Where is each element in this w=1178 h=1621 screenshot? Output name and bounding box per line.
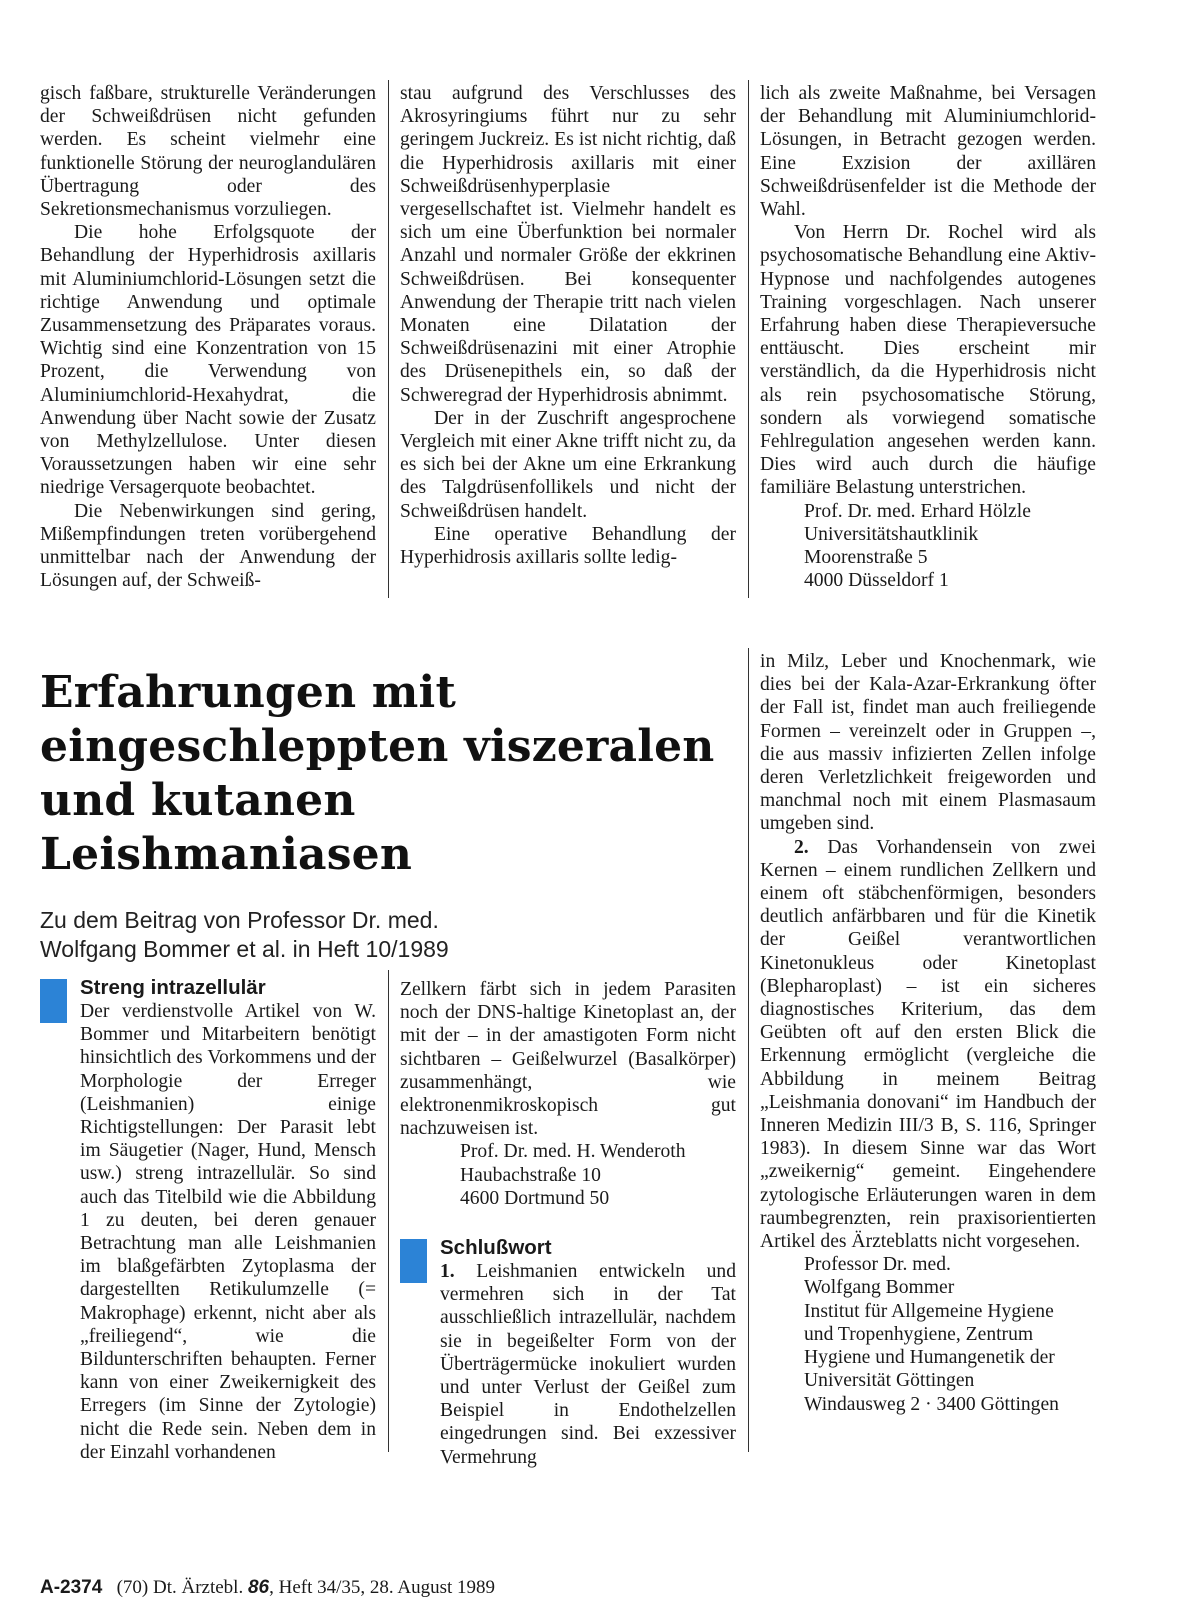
signature-line: Wolfgang Bommer [804,1277,955,1299]
paragraph-text: Das Vorhandensein von zwei Kernen – einem rundlichen Zellkern und einem oft stäbchenförmigen, besonders deutlich anfärbbaren und für die Kinetik der Geißel verantwortlichen Kinetonukleus oder Kinetoplast (Blepharoplast) – ist ein sicheres diagnostisches Kriterium, das dem Geübten oft auf den ersten Blick die Erkennung ermöglicht (vergleiche die Abbildung in meinem Beitrag „Leishmania donovani“ im Handbuch der Inneren Medizin III/3 B, S. 116, Springer 1983). In diesem Sinne war das Wort „zweikernig“ gemeint. Eingehendere zytologische Erläuterungen waren in dem raumbegrenzten, rein praxisorientierten Artikel des Ärzteblatts nicht vorgesehen. [760,836,1097,1253]
journal-volume: 86 [247,1577,270,1598]
paragraph-text: Leishmanien entwickeln und vermehren sich in der Tat ausschließlich intrazellulär, nachdem sie in begeißelter Form von der Überträgermücke inokuliert wurden und unter Verlust der Geißel zum Beispiel in Endothelzellen eingedrungen sind. Bei exzessiver Vermehrung [440,1261,736,1468]
column-divider [388,970,389,1452]
signature-line: Universitätshautklinik [804,523,979,545]
paragraph: in Milz, Leber und Knochenmark, wie dies bei der Kala-Azar-Erkrankung öfter der Fall ist, findet man auch freiliegende Formen – vereinzelt oder in Gruppen –, die aus massiv infizierten Zellen infolge deren Verletzlichkeit freigeworden und manchmal noch mit einem Plasmasaum umgeben sind. [760,651,1096,835]
section-heading-text: Streng intrazellulär [80,976,266,999]
paragraph [760,836,1096,1254]
article-column-3 [760,650,1096,1416]
column-divider [388,80,389,598]
paragraph: Die hohe Erfolgsquote der Behandlung der Hyperhidrosis axillaris mit Aluminiumchlorid-Lösungen setzt die richtige Anwendung und optimale Zusammensetzung des Präparates voraus. Wichtig sind eine Konzentration von 15 Prozent, die Verwendung von Aluminiumchlorid-Hexahydrat, die Anwendung über Nacht sowie der Zusatz von Methylzellulose. Unter diesen Voraussetzungen haben wir eine sehr niedrige Versagerquote beobachtet. [40,222,376,499]
subtitle-line: Wolfgang Bommer et al. in Heft 10/1989 [40,936,449,962]
subtitle-line: Zu dem Beitrag von Professor Dr. med. [40,907,439,933]
article-column-1 [40,976,376,1464]
section-heading-text: Schlußwort [440,1236,552,1260]
paragraph-number: 1. [440,1261,455,1283]
signature-line: Windausweg 2 · 3400 Göttingen [804,1393,1059,1415]
paragraph: lich als zweite Maßnahme, bei Versagen der Behandlung mit Aluminiumchlorid-Lösungen, in Betracht gezogen werden. Eine Exzision der axillären Schweißdrüsenfelder ist die Methode der Wahl. [760,83,1096,221]
top-column-3 [760,82,1096,592]
page-footer [40,1577,495,1599]
column-divider [748,648,749,1452]
paragraph: stau aufgrund des Verschlusses des Akrosyringiums führt nur zu sehr geringem Juckreiz. Es ist nicht richtig, daß die Hyperhidrosis axillaris mit einer Schweißdrüsenhyperplasie vergesellschaftet ist. Vielmehr handelt es sich um eine Überfunktion bei normaler Anzahl und normaler Größe der ekkrinen Schweißdrüsen. Bei konsequenter Anwendung der Therapie tritt nach vielen Monaten eine Dilatation der Schweißdrüsenazini mit einer Atrophie des Drüsenepithels ein, so daß der Schweregrad der Hyperhidrosis abnimmt. [400,83,736,406]
signature-line: Institut für Allgemeine Hygiene [804,1300,1054,1322]
paragraph: gisch faßbare, strukturelle Veränderungen der Schweißdrüsen nicht gefunden werden. Es scheint vielmehr eine funktionelle Störung der neuroglandulären Übertragung oder des Sekretionsmechanismus vorzuliegen. [40,83,376,221]
signature-line: Professor Dr. med. [804,1254,951,1276]
signature-line: Prof. Dr. med. Erhard Hölzle [804,500,1031,522]
signature-line: 4000 Düsseldorf 1 [804,570,949,592]
paragraph [400,1260,736,1469]
author-signature [760,500,1096,593]
column-divider [748,80,749,598]
page-id: A-2374 [40,1577,103,1598]
paragraph: Die Nebenwirkungen sind gering, Mißempfindungen treten vorübergehend unmittelbar nach der Anwendung der Lösungen auf, der Schweiß- [40,500,376,592]
accent-box [400,1239,427,1283]
issue-date: , Heft 34/35, 28. August 1989 [269,1577,495,1598]
author-signature [400,1140,736,1210]
author-signature [760,1253,1096,1415]
journal-name: Dt. Ärztebl. [152,1577,244,1598]
signature-line: Universität Göttingen [804,1370,975,1392]
signature-line: Haubachstraße 10 [460,1164,601,1186]
signature-line: Prof. Dr. med. H. Wenderoth [460,1141,686,1163]
section-heading [40,976,376,1000]
signature-line: 4600 Dortmund 50 [460,1187,610,1209]
page-number: (70) [116,1577,149,1598]
section-heading [400,1236,736,1260]
article-subtitle [40,906,740,964]
paragraph-number: 2. [794,836,809,858]
signature-line: Hygiene und Humangenetik der [804,1347,1055,1369]
paragraph: Der in der Zuschrift angesprochene Vergleich mit einer Akne trifft nicht zu, da es sich bei der Akne um eine Erkrankung des Talgdrüsenfollikels und nicht der Schweißdrüsen handelt. [400,407,736,522]
article-column-2 [400,978,736,1469]
signature-line: und Tropenhygiene, Zentrum [804,1323,1034,1345]
top-column-1 [40,82,376,592]
paragraph: Eine operative Behandlung der Hyperhidrosis axillaris sollte ledig- [400,523,736,569]
paragraph: Der verdienstvolle Artikel von W. Bommer und Mitarbeitern benötigt hinsichtlich des Vorkommens und der Morphologie der Erreger (Leishmanien) einige Richtigstellungen: Der Parasit lebt im Säugetier (Nager, Hund, Mensch usw.) streng intrazellulär. So sind auch das Titelbild wie die Abbildung 1 zu deuten, bei deren genauer Betrachtung man alle Leishmanien im blaßgefärbten Zytoplasma der dargestellten Retikulumzelle (= Makrophage) erkennt, nicht aber als „freiliegend“, wie die Bildunterschriften behaupten. Ferner kann von einer Zweikernigkeit des Erregers (im Sinne der Zytologie) nicht die Rede sein. Neben dem in der Einzahl vorhandenen [80,1001,376,1463]
top-column-2 [400,82,736,569]
accent-box [40,979,67,1023]
paragraph: Zellkern färbt sich in jedem Parasiten noch der DNS-haltige Kinetoplast an, der mit der – in der amastigoten Form nicht sichtbaren – Geißelwurzel (Basalkörper) zusammenhängt, wie elektronenmikroskopisch gut nachzuweisen ist. [400,979,736,1140]
paragraph: Von Herrn Dr. Rochel wird als psychosomatische Behandlung eine Aktiv-Hypnose und nachfolgendes autogenes Training vorgeschlagen. Nach unserer Erfahrung haben diese Therapieversuche enttäuscht. Dies erscheint mir verständlich, da die Hyperhidrosis nicht als rein psychosomatische Störung, sondern als vorwiegend somatische Fehlregulation angesehen werden kann. Dies wird auch durch die häufige familiäre Belastung unterstrichen. [760,222,1096,499]
article-headline: Erfahrungen mit eingeschleppten viszeralen und kutanen Leishmaniasen [40,667,715,880]
signature-line: Moorenstraße 5 [804,547,928,569]
